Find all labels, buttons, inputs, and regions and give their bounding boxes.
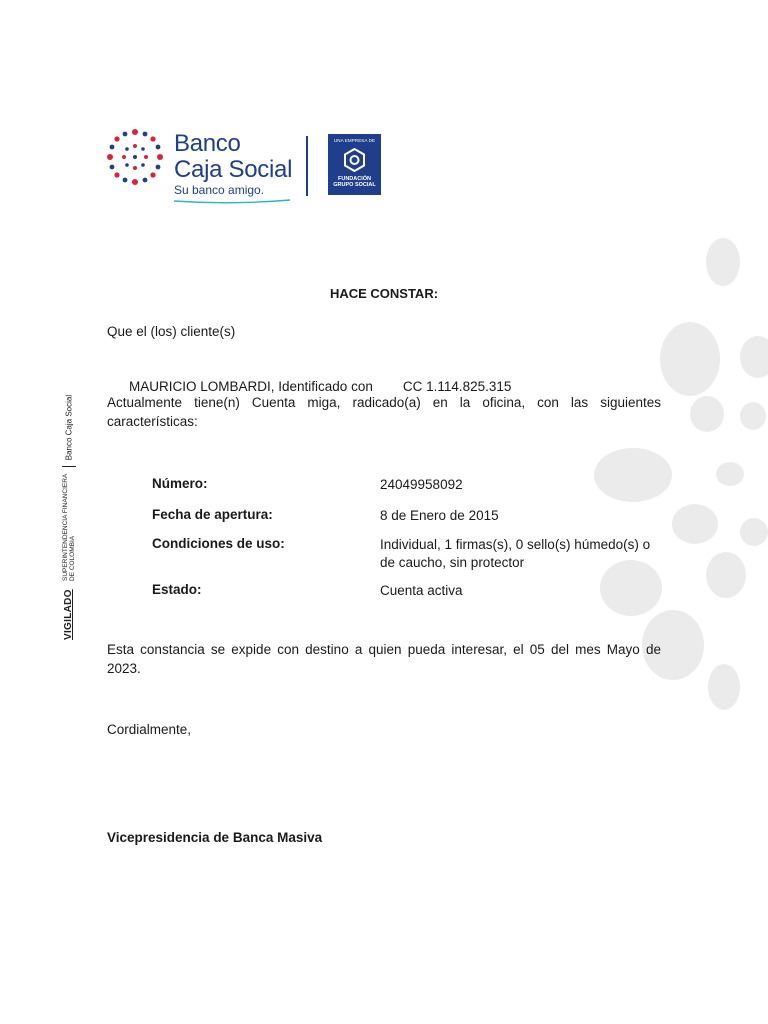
superintendencia-label [62, 474, 76, 581]
side-divider [62, 467, 76, 468]
foundation-top-label: UNA EMPRESA DE [333, 138, 376, 143]
detail-value-opening-date: 8 de Enero de 2015 [380, 508, 499, 523]
foundation-name-line1: FUNDACIÓN [338, 176, 371, 182]
vigilado-side-label [62, 380, 92, 640]
intro-text: Que el (los) cliente(s) [107, 324, 236, 339]
logo-divider [306, 136, 308, 196]
superintendencia-line1: SUPERINTENDENCIA FINANCIERA [62, 473, 69, 582]
bank-logo [104, 124, 384, 208]
detail-label-opening-date: Fecha de apertura: [152, 507, 273, 522]
account-description: Actualmente tiene(n) Cuenta miga, radicado(a) en la oficina, con las siguientes características: [107, 395, 661, 429]
detail-label-status: Estado: [152, 582, 202, 597]
client-line: MAURICIO LOMBARDI, Identificado con CC 1.114.825.315 [129, 379, 512, 394]
brand-tagline: Su banco amigo. [174, 183, 265, 197]
detail-value-status: Cuenta activa [380, 583, 463, 598]
foundation-mark-icon [344, 148, 365, 172]
vigilado-label: VIGILADO [63, 589, 75, 640]
document-title: HACE CONSTAR: [329, 286, 439, 301]
issuance-text: Esta constancia se expide con destino a quien pueda interesar, el 05 del mes Mayo de 2023. [107, 642, 661, 676]
detail-value-conditions: Individual, 1 firmas(s), 0 sello(s) húmedo(s) o de caucho, sin protector [380, 537, 651, 570]
foundation-logo [328, 134, 381, 195]
foundation-name [328, 176, 381, 188]
closing-text: Cordialmente, [107, 722, 192, 737]
superintendencia-line2: DE COLOMBIA [69, 535, 76, 582]
brand-name-line2: Caja Social [174, 156, 293, 183]
brand-name-line1: Banco [174, 130, 241, 157]
side-bank-name: Banco Caja Social [64, 394, 74, 461]
detail-label-conditions: Condiciones de uso: [152, 536, 285, 551]
foundation-name-line2: GRUPO SOCIAL [333, 182, 376, 188]
swoosh-icon [172, 198, 292, 204]
detail-value-number: 24049958092 [380, 477, 463, 492]
signature-text: Vicepresidencia de Banca Masiva [107, 830, 323, 845]
detail-label-number: Número: [152, 476, 208, 491]
bank-logo-mark-icon [104, 126, 166, 188]
